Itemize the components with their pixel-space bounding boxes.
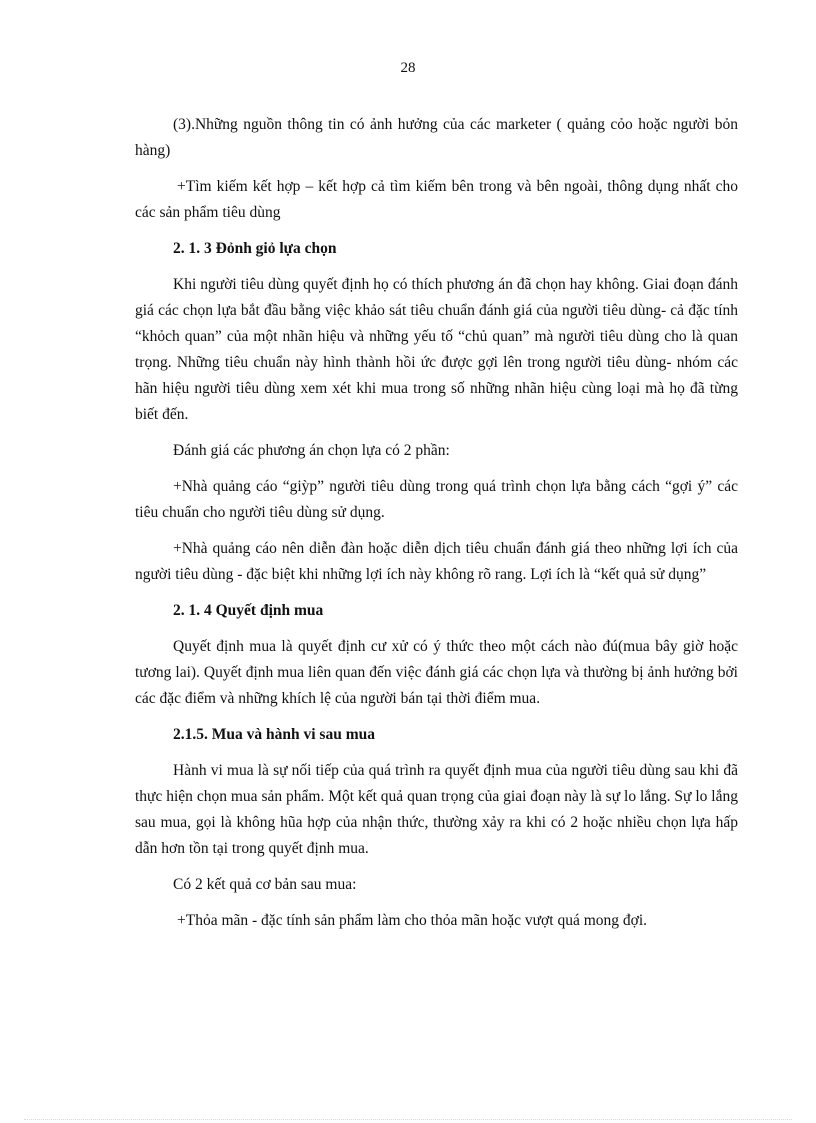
heading-2-1-3: 2. 1. 3 Đỏnh giỏ lựa chọn: [173, 240, 337, 257]
document-body: [135, 112, 738, 944]
heading-2-1-5: 2.1.5. Mua và hành vi sau mua: [173, 726, 375, 743]
paragraph-post-purchase: Hành vi mua là sự nối tiếp của quá trình ra quyết định mua của người tiêu dùng sau khi đã thực hiện chọn mua sản phẩm. Một kết quả quan trọng của giai đoạn này là sự lo lắng. Sự lo lắng sau mua, gọi là không hũa hợp của nhận thức, thường xảy ra khi có 2 hoặc nhiều chọn lựa hấp dẫn hơn tồn tại trong quyết định mua.: [135, 762, 738, 857]
page-number: 28: [400, 60, 416, 76]
page-bottom-divider: [24, 1119, 792, 1120]
paragraph-evaluation-parts: Đánh giá các phương án chọn lựa có 2 phần:: [173, 442, 450, 459]
paragraph-satisfaction: +Thỏa mãn - đặc tính sản phẩm làm cho thỏa mãn hoặc vượt quá mong đợi.: [177, 912, 648, 929]
heading-2-1-4: 2. 1. 4 Quyết định mua: [173, 602, 324, 619]
paragraph-info-sources: (3).Những nguồn thông tin có ảnh hưởng của các marketer ( quảng cỏo hoặc người bỏn hàng): [135, 116, 738, 159]
paragraph-evaluation-intro: Khi người tiêu dùng quyết định họ có thích phương án đã chọn hay không. Giai đoạn đánh giá các chọn lựa bắt đầu bằng việc khảo sát tiêu chuẩn đánh giá của người tiêu dùng- cả đặc tính “khỏch quan” của một nhãn hiệu và những yếu tố “chủ quan” mà người tiêu dùng cho là quan trọng. Những tiêu chuẩn này hình thành hồi ức được gợi lên trong người tiêu dùng- nhóm các hãn hiệu người tiêu dùng xem xét khi mua trong số những nhãn hiệu cùng loại mà họ đã từng biết đến.: [135, 276, 738, 423]
paragraph-advertiser-help: +Nhà quảng cáo “giỳp” người tiêu dùng trong quá trình chọn lựa bằng cách “gợi ý” các tiêu chuẩn cho người tiêu dùng sử dụng.: [135, 478, 738, 521]
paragraph-combined-search: +Tìm kiếm kết hợp – kết hợp cả tìm kiếm bên trong và bên ngoài, thông dụng nhất cho các sản phẩm tiêu dùng: [135, 178, 738, 221]
paragraph-purchase-decision: Quyết định mua là quyết định cư xử có ý thức theo một cách nào đú(mua bây giờ hoặc tương lai). Quyết định mua liên quan đến việc đánh giá các chọn lựa và thường bị ảnh hưởng bởi các đặc điểm và những khích lệ của người bán tại thời điểm mua.: [135, 638, 738, 707]
paragraph-two-outcomes: Có 2 kết quả cơ bản sau mua:: [173, 876, 357, 893]
paragraph-advertiser-benefits: +Nhà quảng cáo nên diễn đàn hoặc diễn dịch tiêu chuẩn đánh giá theo những lợi ích của người tiêu dùng - đặc biệt khi những lợi ích này không rõ rang. Lợi ích là “kết quả sử dụng”: [135, 540, 738, 583]
